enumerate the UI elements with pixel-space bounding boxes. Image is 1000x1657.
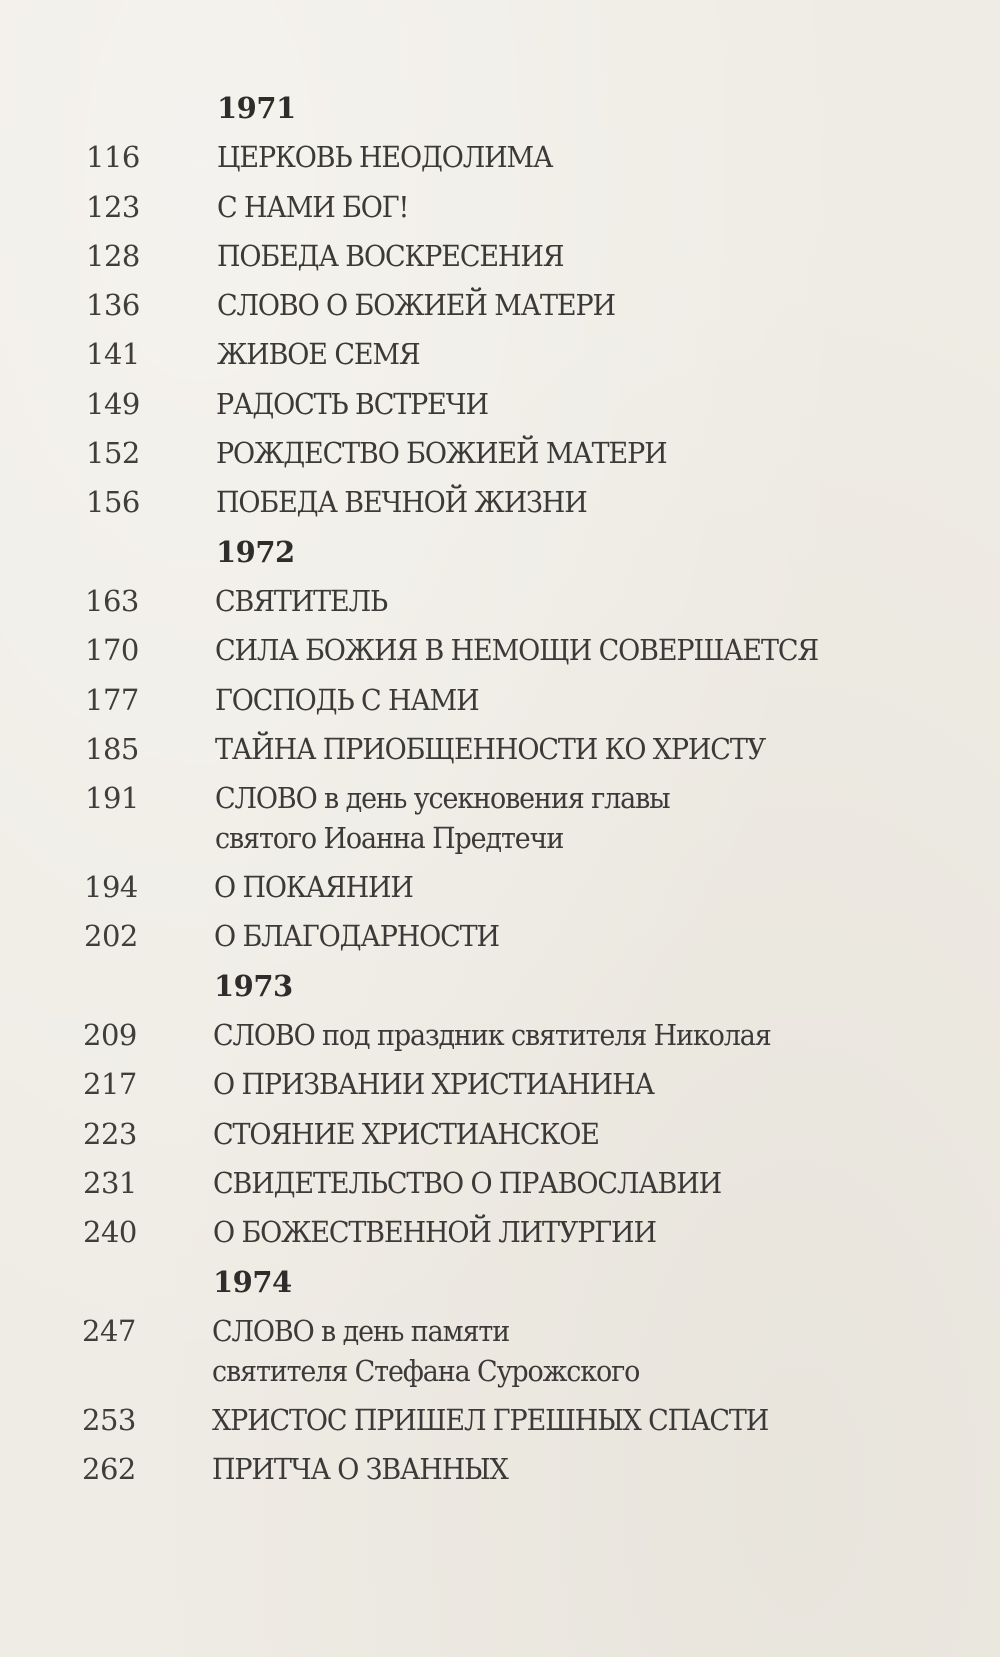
entry-title: О БЛАГОДАРНОСТИ — [214, 919, 499, 954]
entry-title: ПОБЕДА ВЕЧНОЙ ЖИЗНИ — [216, 485, 587, 520]
entry-title-line-2: святителя Стефана Сурожского — [212, 1353, 640, 1388]
page-number: 202 — [84, 919, 138, 954]
toc-entry — [0, 729, 1000, 778]
toc-entry — [0, 581, 1000, 630]
toc-entry — [0, 384, 1000, 433]
entry-title: О ПОКАЯНИИ — [214, 870, 413, 905]
toc-entry — [0, 680, 1000, 729]
page-number: 163 — [85, 583, 139, 618]
entry-title: СТОЯНИЕ ХРИСТИАНСКОЕ — [213, 1116, 599, 1151]
toc-entry — [0, 1064, 1000, 1113]
entry-title: ЖИВОЕ СЕМЯ — [217, 337, 420, 372]
entry-title: СВЯТИТЕЛЬ — [215, 583, 388, 618]
entry-title: РОЖДЕСТВО БОЖИЕЙ МАТЕРИ — [216, 436, 667, 471]
toc-entry — [0, 1449, 1000, 1498]
page-number: 141 — [86, 337, 140, 372]
toc-entry — [0, 334, 1000, 383]
page-number: 253 — [82, 1402, 136, 1437]
page-number: 223 — [83, 1116, 137, 1151]
page-number: 240 — [83, 1215, 137, 1250]
toc-entry — [0, 187, 1000, 236]
toc-entry — [0, 1015, 1000, 1064]
entry-title: РАДОСТЬ ВСТРЕЧИ — [216, 386, 488, 421]
table-of-contents — [0, 88, 1000, 1498]
toc-entry — [0, 1212, 1000, 1261]
entry-title: СИЛА БОЖИЯ В НЕМОЩИ СОВЕРШАЕТСЯ — [215, 633, 819, 668]
year-heading: 1974 — [213, 1264, 292, 1299]
year-heading-row — [0, 532, 1000, 581]
entry-title — [215, 778, 670, 858]
page-number: 177 — [85, 682, 139, 717]
toc-entry — [0, 630, 1000, 679]
entry-title: О ПРИЗВАНИИ ХРИСТИАНИНА — [213, 1067, 654, 1102]
toc-entry — [0, 285, 1000, 334]
page-number: 217 — [83, 1067, 137, 1102]
entry-title: СЛОВО под праздник святителя Николая — [213, 1018, 771, 1053]
year-heading-row — [0, 1262, 1000, 1311]
entry-title: С НАМИ БОГ! — [217, 189, 409, 224]
entry-title: ТАЙНА ПРИОБЩЕННОСТИ КО ХРИСТУ — [215, 731, 766, 766]
year-heading: 1973 — [214, 968, 293, 1003]
page-number: 170 — [85, 633, 139, 668]
entry-title-line-1: СЛОВО в день усекновения главы — [215, 781, 670, 816]
entry-title: СЛОВО О БОЖИЕЙ МАТЕРИ — [217, 288, 615, 323]
entry-title: ГОСПОДЬ С НАМИ — [215, 682, 479, 717]
page-number: 231 — [83, 1165, 137, 1200]
year-heading: 1971 — [217, 91, 296, 125]
entry-title: ПОБЕДА ВОСКРЕСЕНИЯ — [217, 238, 564, 273]
entry-title: ЦЕРКОВЬ НЕОДОЛИМА — [217, 140, 553, 175]
page-number: 156 — [86, 485, 140, 520]
toc-entry — [0, 1163, 1000, 1212]
entry-title — [212, 1311, 639, 1391]
page-number: 194 — [84, 870, 138, 905]
toc-entry — [0, 1311, 1000, 1400]
entry-title: ХРИСТОС ПРИШЕЛ ГРЕШНЫХ СПАСТИ — [212, 1402, 769, 1437]
year-heading-row — [0, 88, 1000, 137]
page-number: 185 — [85, 731, 139, 766]
page-number: 149 — [86, 386, 140, 421]
toc-entry — [0, 867, 1000, 916]
toc-entry — [0, 433, 1000, 482]
page-number: 191 — [85, 781, 139, 816]
page-number: 128 — [86, 238, 140, 273]
page-number: 116 — [86, 140, 140, 175]
toc-entry — [0, 137, 1000, 186]
toc-entry — [0, 482, 1000, 531]
toc-entry — [0, 1400, 1000, 1449]
entry-title: ПРИТЧА О ЗВАННЫХ — [212, 1452, 508, 1487]
toc-entry — [0, 236, 1000, 285]
page-number: 262 — [82, 1452, 136, 1487]
year-heading-row — [0, 966, 1000, 1015]
entry-title-line-1: СЛОВО в день памяти — [212, 1313, 510, 1348]
year-heading: 1972 — [216, 534, 295, 569]
page-number: 136 — [86, 288, 140, 323]
page-number: 209 — [83, 1018, 137, 1053]
toc-entry — [0, 916, 1000, 965]
entry-title: О БОЖЕСТВЕННОЙ ЛИТУРГИИ — [213, 1215, 656, 1250]
page-number: 123 — [86, 189, 140, 224]
entry-title: СВИДЕТЕЛЬСТВО О ПРАВОСЛАВИИ — [213, 1165, 722, 1200]
page-number: 152 — [86, 436, 140, 471]
entry-title-line-2: святого Иоанна Предтечи — [215, 821, 564, 856]
page-number: 247 — [82, 1313, 136, 1348]
toc-entry — [0, 778, 1000, 867]
toc-entry — [0, 1114, 1000, 1163]
